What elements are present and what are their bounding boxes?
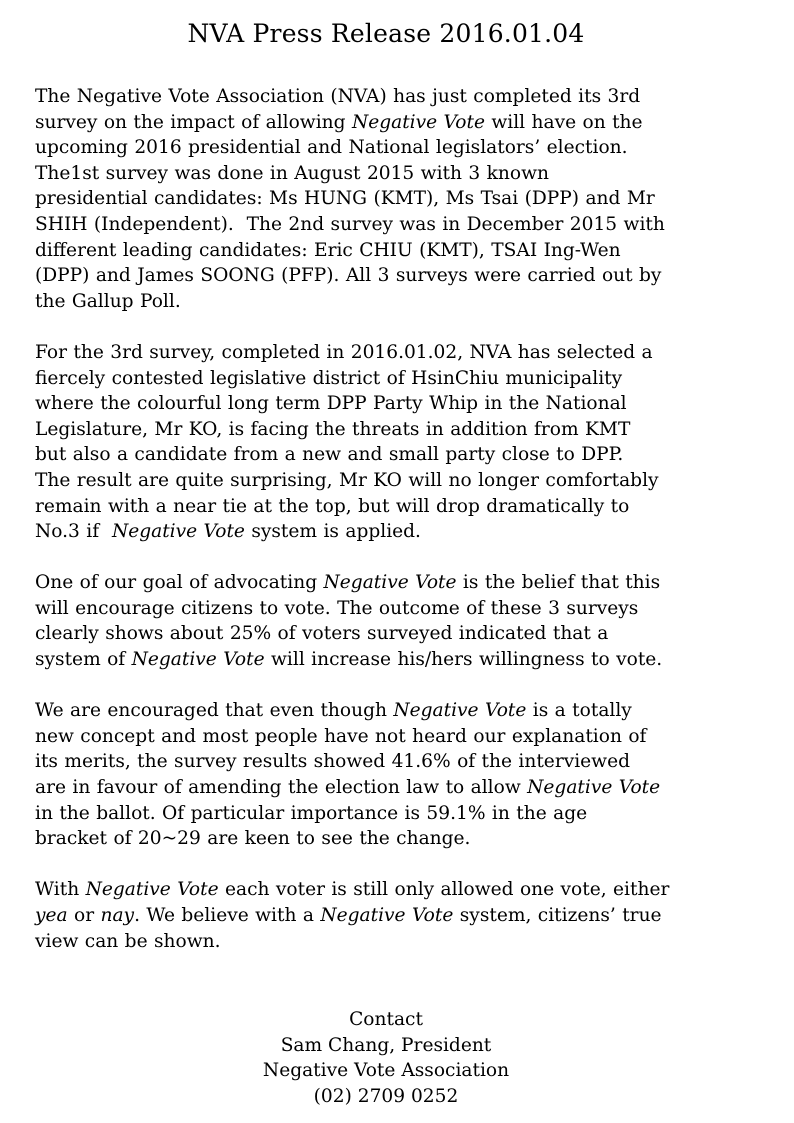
contact-block [0, 1007, 772, 1109]
text-line [35, 340, 745, 366]
text-segment: For the 3rd survey, completed in 2016.01.02, NVA has selected a [35, 341, 653, 363]
text-segment: SHIH (Independent). The 2nd survey was in December 2015 with [35, 213, 665, 235]
text-segment: No.3 if [35, 521, 112, 543]
italic-text: nay [100, 905, 135, 926]
italic-text: Negative Vote [131, 649, 265, 671]
text-segment: will have on the [484, 111, 643, 133]
paragraph-one-vote [35, 877, 745, 954]
text-segment: survey on the impact of allowing [35, 111, 352, 133]
text-segment: the Gallup Poll. [35, 290, 181, 312]
text-segment: (DPP) and James SOONG (PFP). All 3 surveys were carried out by [35, 265, 662, 287]
text-segment: system of [35, 649, 132, 671]
text-segment: where the colourful long term DPP Party Whip in the National [35, 393, 627, 415]
text-line [35, 417, 745, 443]
text-line [35, 519, 745, 545]
text-segment: With [35, 879, 86, 901]
text-segment: is the belief that this [456, 572, 661, 594]
text-segment: or [67, 905, 101, 926]
text-segment: presidential candidates: Ms HUNG (KMT), Ms Tsai (DPP) and Mr [35, 188, 655, 210]
text-line [35, 442, 745, 468]
italic-text: Negative Vote [527, 777, 661, 799]
text-line [35, 366, 745, 392]
text-line [35, 391, 745, 417]
text-segment: its merits, the survey results showed 41.6% of the interviewed [35, 751, 630, 773]
text-line [35, 494, 745, 520]
italic-text: Negative Vote [393, 700, 527, 722]
text-segment: is a totally [526, 700, 632, 722]
text-segment: clearly shows about 25% of voters surveyed indicated that a [35, 623, 609, 645]
italic-text: Negative Vote [111, 521, 245, 543]
text-line [35, 801, 745, 827]
text-segment: . We believe with a [134, 905, 321, 926]
paragraph-third-survey [35, 340, 745, 545]
text-segment: new concept and most people have not heard our explanation of [35, 725, 647, 747]
text-segment: fiercely contested legislative district of HsinChiu municipality [35, 367, 623, 389]
text-segment: but also a candidate from a new and small party close to DPP. [35, 444, 624, 466]
text-line [35, 903, 745, 929]
text-segment: will encourage citizens to vote. The outcome of these 3 surveys [35, 597, 639, 619]
text-line [35, 84, 745, 110]
italic-text: yea [35, 905, 68, 926]
text-line [35, 110, 745, 136]
text-segment: We are encouraged that even though [35, 700, 394, 722]
text-line [35, 724, 745, 750]
text-line [35, 596, 745, 622]
text-segment: view can be shown. [35, 930, 221, 952]
text-line [35, 186, 745, 212]
text-segment: are in favour of amending the election law to allow [35, 777, 528, 799]
text-segment: each voter is still only allowed one vote, either [218, 879, 670, 901]
text-line [35, 621, 745, 647]
text-line [35, 161, 745, 187]
paragraph-voter-encouragement [35, 570, 745, 672]
paragraph-survey-support [35, 698, 745, 852]
text-segment: system, citizens’ true [453, 905, 662, 926]
italic-text: Negative Vote [351, 111, 485, 133]
text-segment: in the ballot. Of particular importance is 59.1% in the age [35, 802, 588, 824]
italic-text: Negative Vote [320, 905, 454, 926]
text-line [35, 647, 745, 673]
contact-phone: (02) 2709 0252 [313, 1085, 459, 1107]
text-segment: The Negative Vote Association (NVA) has just completed its 3rd [35, 86, 641, 107]
contact-name: Sam Chang, President [280, 1034, 492, 1056]
text-line [35, 238, 745, 264]
text-line [35, 929, 745, 955]
text-segment: upcoming 2016 presidential and National legislators’ election. [35, 137, 628, 159]
text-line [35, 468, 745, 494]
text-segment: bracket of 20~29 are keen to see the change. [35, 828, 471, 850]
press-release-body [35, 84, 745, 980]
italic-text: Negative Vote [323, 572, 457, 594]
text-line [35, 135, 745, 161]
contact-organization: Negative Vote Association [262, 1060, 510, 1082]
text-line [35, 263, 745, 289]
text-segment: Legislature, Mr KO, is facing the threats in addition from KMT [35, 418, 631, 440]
text-line [35, 698, 745, 724]
paragraph-intro [35, 84, 745, 314]
text-line [35, 570, 745, 596]
text-line [35, 775, 745, 801]
italic-text: Negative Vote [85, 879, 219, 901]
text-segment: The1st survey was done in August 2015 with 3 known [35, 162, 549, 184]
contact-heading: Contact [349, 1009, 423, 1030]
text-segment: remain with a near tie at the top, but will drop dramatically to [35, 495, 630, 517]
text-segment: will increase his/hers willingness to vote. [264, 649, 663, 671]
text-line [35, 826, 745, 852]
text-line [35, 289, 745, 315]
text-segment: One of our goal of advocating [35, 572, 324, 594]
text-segment: different leading candidates: Eric CHIU (KMT), TSAI Ing-Wen [35, 239, 621, 261]
text-line [35, 749, 745, 775]
text-segment: system is applied. [244, 521, 421, 543]
text-line [35, 212, 745, 238]
text-segment: The result are quite surprising, Mr KO will no longer comfortably [35, 469, 659, 491]
page-title: NVA Press Release 2016.01.04 [187, 19, 585, 48]
text-line [35, 877, 745, 903]
